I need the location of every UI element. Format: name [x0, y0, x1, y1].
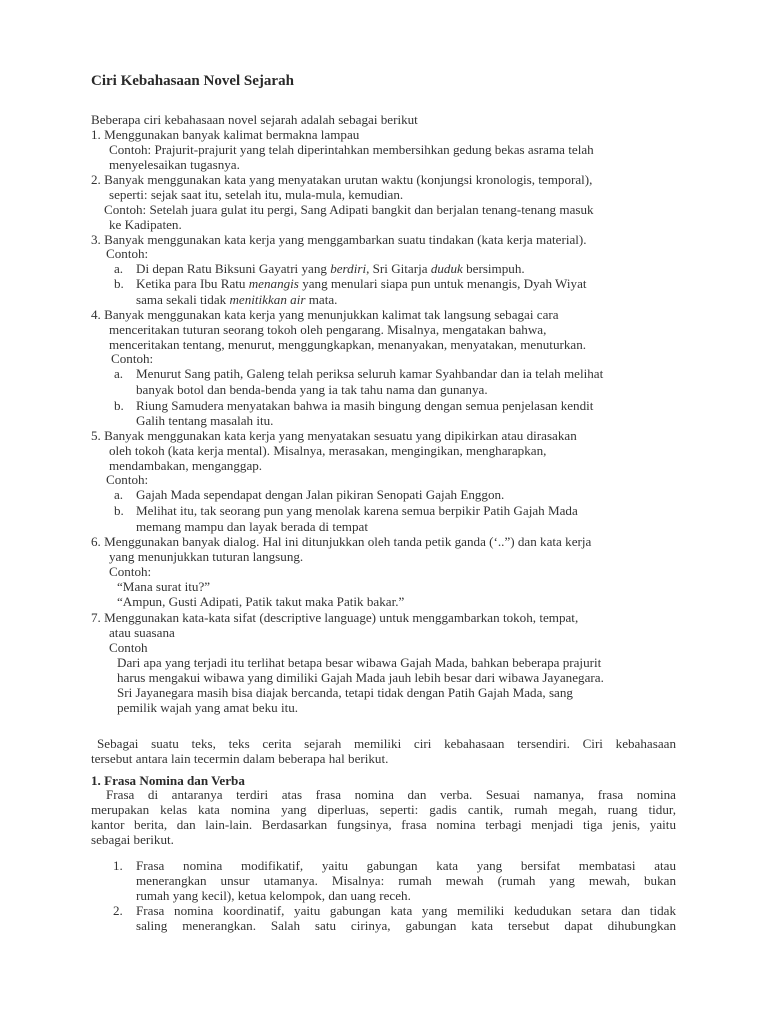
frasa-item-2-number: 2. [113, 903, 123, 918]
point-4-example-a: Menurut Sang patih, Galeng telah periksa seluruh kamar Syahbandar dan ia telah melihat [136, 366, 604, 381]
point-4-b-marker: b. [114, 398, 124, 413]
frasa-paragraph-line-4: sebagai berikut. [91, 832, 174, 847]
point-3-example-b-cont: sama sekali tidak menitikkan air mata. [136, 292, 338, 307]
frasa-item-2-line-2: saling menerangkan. Salah satu cirinya, gabungan kata tersebut dapat dihubungkan [136, 918, 676, 933]
point-1-example-cont: menyelesaikan tugasnya. [109, 157, 240, 172]
point-5-a-marker: a. [114, 487, 124, 502]
point-6-heading: 6. Menggunakan banyak dialog. Hal ini ditunjukkan oleh tanda petik ganda (‘..”) dan kata kerja [91, 534, 592, 549]
point-7-example-3: Sri Jayanegara masih bisa diajak bercanda, tetapi tidak dengan Patih Gajah Mada, sang [117, 685, 573, 700]
point-6-quote-1: “Mana surat itu?” [117, 579, 211, 594]
point-1-heading: 1. Menggunakan banyak kalimat bermakna lampau [91, 127, 360, 142]
frasa-paragraph-line-1: Frasa di antaranya terdiri atas frasa nomina dan verba. Sesuai namanya, frasa nomina [106, 787, 676, 802]
point-5-heading-cont-2: mendambakan, menganggap. [109, 458, 263, 473]
point-3-b-marker: b. [114, 276, 124, 291]
frasa-item-1-line-3: rumah yang kecil), ketua kelompok, dan uang receh. [136, 888, 411, 903]
point-2-heading-cont: seperti: sejak saat itu, setelah itu, mula-mula, kemudian. [109, 187, 404, 202]
point-3-contoh-label: Contoh: [106, 246, 149, 261]
frasa-item-2-line-1: Frasa nomina koordinatif, yaitu gabungan kata yang memiliki kedudukan setara dan tidak [136, 903, 676, 918]
point-3-example-a: Di depan Ratu Biksuni Gayatri yang berdiri, Sri Gitarja duduk bersimpuh. [136, 261, 525, 276]
point-2-heading: 2. Banyak menggunakan kata yang menyatakan urutan waktu (konjungsi kronologis, temporal), [91, 172, 593, 187]
point-1-example: Contoh: Prajurit-prajurit yang telah diperintahkan membersihkan gedung bekas asrama telah [109, 142, 594, 157]
point-7-example-2: harus mengakui wibawa yang dimiliki Gajah Mada jauh lebih besar dari wibawa Jayanegara. [117, 670, 604, 685]
point-4-contoh-label: Contoh: [111, 351, 154, 366]
intro-text: Beberapa ciri kebahasaan novel sejarah adalah sebagai berikut [91, 112, 418, 127]
frasa-item-1-number: 1. [113, 858, 123, 873]
point-4-a-marker: a. [114, 366, 124, 381]
frasa-paragraph-line-2: merupakan kelas kata nomina yang diperluas, seperti: gadis cantik, rumah megah, ruang tidur, [91, 802, 676, 817]
point-4-heading: 4. Banyak menggunakan kata kerja yang menunjukkan kalimat tak langsung sebagai cara [91, 307, 559, 322]
frasa-item-1-line-1: Frasa nomina modifikatif, yaitu gabungan kata yang bersifat membatasi atau [136, 858, 676, 873]
section-2-paragraph-line-1: Sebagai suatu teks, teks cerita sejarah memiliki ciri kebahasaan tersendiri. Ciri kebahasaan [97, 736, 676, 751]
point-7-contoh-label: Contoh [109, 640, 148, 655]
point-5-heading: 5. Banyak menggunakan kata kerja yang menyatakan sesuatu yang dipikirkan atau dirasakan [91, 428, 577, 443]
point-2-example-cont: ke Kadipaten. [109, 217, 182, 232]
frasa-item-1-line-2: menerangkan unsur utamanya. Misalnya: rumah mewah (rumah yang mewah, bukan [136, 873, 676, 888]
point-3-example-b: Ketika para Ibu Ratu menangis yang menulari siapa pun untuk menangis, Dyah Wiyat [136, 276, 587, 291]
frasa-paragraph-line-3: kantor berita, dan lain-lain. Berdasarkan fungsinya, frasa nomina terbagi menjadi tiga jenis, yaitu [91, 817, 676, 832]
point-6-quote-2: “Ampun, Gusti Adipati, Patik takut maka Patik bakar.” [117, 594, 405, 609]
point-5-example-b: Melihat itu, tak seorang pun yang menolak karena semua berpikir Patih Gajah Mada [136, 503, 578, 518]
point-7-example-4: pemilik wajah yang amat beku itu. [117, 700, 299, 715]
point-4-example-a-cont: banyak botol dan benda-benda yang ia tak tahu nama dan gunanya. [136, 382, 488, 397]
section-2-paragraph-line-2: tersebut antara lain tecermin dalam beberapa hal berikut. [91, 751, 389, 766]
point-2-example: Contoh: Setelah juara gulat itu pergi, Sang Adipati bangkit dan berjalan tenang-tenang masuk [104, 202, 594, 217]
point-3-heading: 3. Banyak menggunakan kata kerja yang menggambarkan suatu tindakan (kata kerja material). [91, 232, 587, 247]
point-5-example-b-cont: memang mampu dan layak berada di tempat [136, 519, 368, 534]
point-4-example-b: Riung Samudera menyatakan bahwa ia masih bingung dengan semua penjelasan kendit [136, 398, 594, 413]
point-6-contoh-label: Contoh: [109, 564, 152, 579]
point-3-a-marker: a. [114, 261, 124, 276]
page-title: Ciri Kebahasaan Novel Sejarah [91, 73, 294, 89]
frasa-heading: 1. Frasa Nomina dan Verba [91, 773, 245, 788]
point-5-contoh-label: Contoh: [106, 472, 149, 487]
point-7-heading-cont: atau suasana [109, 625, 175, 640]
point-4-example-b-cont: Galih tentang masalah itu. [136, 413, 274, 428]
point-5-b-marker: b. [114, 503, 124, 518]
point-6-heading-cont: yang menunjukkan tuturan langsung. [109, 549, 304, 564]
point-4-heading-cont-2: menceritakan tentang, menurut, menggungkapkan, menanyakan, menyatakan, menuturkan. [109, 337, 587, 352]
point-5-heading-cont-1: oleh tokoh (kata kerja mental). Misalnya, merasakan, mengingikan, mengharapkan, [109, 443, 547, 458]
point-7-heading: 7. Menggunakan kata-kata sifat (descriptive language) untuk menggambarkan tokoh, tempat, [91, 610, 579, 625]
point-5-example-a: Gajah Mada sependapat dengan Jalan pikiran Senopati Gajah Enggon. [136, 487, 505, 502]
point-7-example-1: Dari apa yang terjadi itu terlihat betapa besar wibawa Gajah Mada, bahkan beberapa prajurit [117, 655, 602, 670]
point-4-heading-cont-1: menceritakan tuturan seorang tokoh oleh pengarang. Misalnya, mengatakan bahwa, [109, 322, 547, 337]
